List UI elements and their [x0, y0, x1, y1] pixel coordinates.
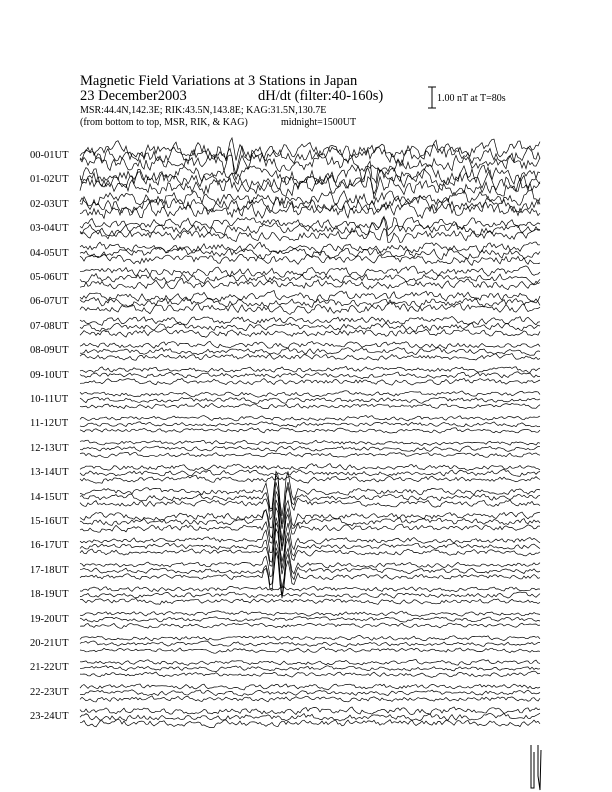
trace-19-20UT-0	[80, 611, 540, 617]
hour-label: 19-20UT	[30, 613, 69, 625]
date-label: 23 December2003	[80, 88, 187, 104]
hour-label: 15-16UT	[30, 516, 69, 527]
hour-label: 02-03UT	[30, 198, 69, 210]
scale-bar-label: 1.00 nT at T=80s	[437, 93, 506, 104]
trace-16-17UT-0	[80, 518, 540, 562]
hour-label: 00-01UT	[30, 150, 69, 161]
hour-label: 06-07UT	[30, 296, 69, 308]
hour-label: 13-14UT	[30, 467, 69, 479]
trace-03-04UT-0	[80, 217, 540, 231]
hour-label: 09-10UT	[30, 369, 69, 381]
trace-13-14UT-2	[80, 475, 540, 483]
trace-10-11UT-1	[80, 397, 540, 403]
trace-23-24UT-0	[80, 707, 540, 715]
trace-19-20UT-2	[80, 623, 540, 628]
trace-11-12UT-2	[80, 428, 540, 433]
trace-08-09UT-0	[80, 341, 540, 348]
hour-label: 05-06UT	[30, 272, 69, 283]
station-coordinates: MSR:44.4N,142.3E; RIK:43.5N,143.8E; KAG:31.5N,130.7E	[80, 105, 327, 116]
trace-11-12UT-0	[80, 416, 540, 421]
trace-05-06UT-2	[80, 278, 540, 289]
trace-18-19UT-2	[80, 598, 540, 604]
hour-label: 04-05UT	[30, 247, 69, 259]
trace-21-22UT-0	[80, 660, 540, 666]
trace-22-23UT-2	[80, 696, 540, 702]
trace-22-23UT-1	[80, 690, 540, 696]
trace-19-20UT-1	[80, 617, 540, 623]
filter-label: dH/dt (filter:40-160s)	[258, 88, 384, 104]
hour-label: 11-12UT	[30, 418, 69, 430]
trace-09-10UT-1	[80, 372, 540, 379]
hour-label: 20-21UT	[30, 638, 69, 649]
hour-label: 23-24UT	[30, 711, 69, 723]
hour-label: 10-11UT	[30, 394, 69, 405]
trace-21-22UT-1	[80, 666, 540, 672]
trace-04-05UT-0	[80, 242, 540, 254]
trace-08-09UT-1	[80, 348, 540, 356]
trace-05-06UT-0	[80, 266, 540, 277]
scale-bar-icon	[428, 87, 436, 108]
trace-12-13UT-2	[80, 452, 540, 457]
midnight-note: midnight=1500UT	[281, 117, 357, 128]
trace-15-16UT-1	[80, 500, 540, 547]
trace-18-19UT-1	[80, 592, 540, 598]
trace-20-21UT-2	[80, 647, 540, 653]
trace-tail-marks	[531, 745, 541, 790]
trace-12-13UT-1	[80, 446, 540, 452]
hour-label: 22-23UT	[30, 686, 69, 698]
trace-15-16UT-2	[80, 508, 540, 551]
trace-16-17UT-1	[80, 523, 540, 569]
trace-11-12UT-1	[80, 422, 540, 427]
trace-08-09UT-2	[80, 354, 540, 361]
trace-23-24UT-2	[80, 719, 540, 728]
trace-14-15UT-0	[80, 471, 540, 516]
page-title: Magnetic Field Variations at 3 Stations in Japan	[80, 73, 358, 89]
trace-09-10UT-2	[80, 378, 540, 385]
trace-15-16UT-0	[80, 492, 540, 541]
trace-07-08UT-0	[80, 316, 540, 325]
trace-07-08UT-2	[80, 329, 540, 337]
hour-label: 03-04UT	[30, 223, 69, 235]
trace-22-23UT-0	[80, 684, 540, 690]
trace-06-07UT-1	[80, 297, 540, 308]
hour-label: 18-19UT	[30, 589, 69, 601]
trace-13-14UT-1	[80, 469, 540, 476]
hour-label: 17-18UT	[30, 564, 69, 576]
trace-17-18UT-0	[80, 540, 540, 588]
trace-20-21UT-1	[80, 641, 540, 647]
trace-18-19UT-0	[80, 586, 540, 591]
trace-09-10UT-0	[80, 366, 540, 372]
hour-label: 12-13UT	[30, 442, 69, 454]
trace-04-05UT-1	[80, 247, 540, 259]
trace-10-11UT-2	[80, 403, 540, 408]
stacking-order-note: (from bottom to top, MSR, RIK, & KAG)	[80, 117, 248, 128]
hour-label: 14-15UT	[30, 491, 69, 503]
trace-13-14UT-0	[80, 464, 540, 471]
trace-20-21UT-0	[80, 636, 540, 641]
trace-03-04UT-2	[80, 229, 540, 243]
hour-label: 07-08UT	[30, 320, 69, 332]
trace-02-03UT-1	[80, 196, 540, 214]
trace-14-15UT-1	[80, 475, 540, 524]
trace-06-07UT-2	[80, 302, 540, 315]
hour-label: 21-22UT	[30, 662, 69, 674]
trace-05-06UT-1	[80, 274, 540, 285]
hour-label: 16-17UT	[30, 540, 69, 552]
trace-23-24UT-1	[80, 713, 540, 721]
trace-12-13UT-0	[80, 440, 540, 445]
hour-label: 08-09UT	[30, 345, 69, 357]
trace-07-08UT-1	[80, 323, 540, 332]
hour-label: 01-02UT	[30, 174, 69, 186]
trace-16-17UT-2	[80, 529, 540, 574]
trace-21-22UT-2	[80, 671, 540, 677]
trace-group	[80, 138, 540, 728]
trace-10-11UT-0	[80, 391, 540, 397]
trace-17-18UT-2	[80, 552, 540, 598]
